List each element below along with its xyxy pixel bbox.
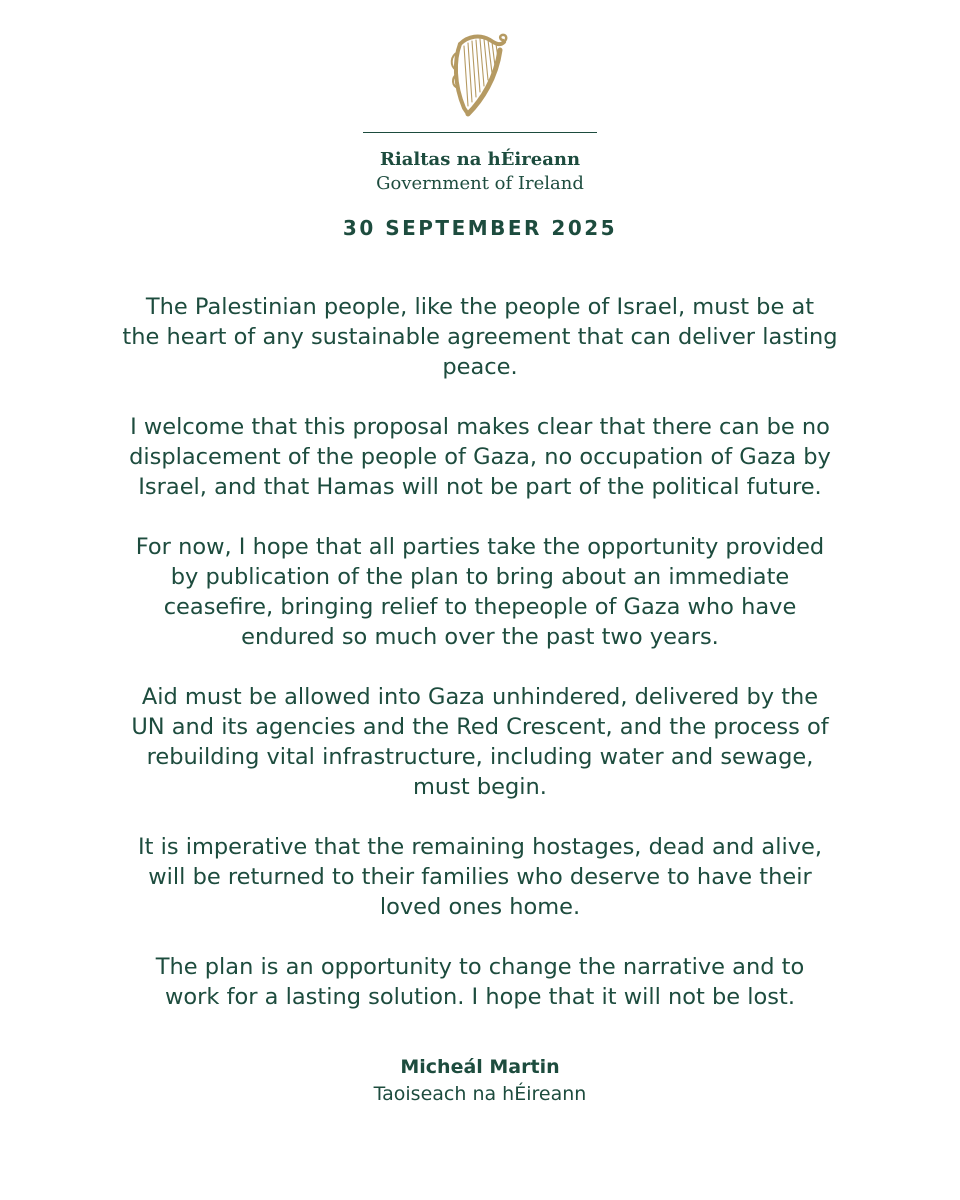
signatory-name: Micheál Martin: [400, 1056, 560, 1078]
harp-icon: [446, 30, 514, 118]
statement-paragraph: I welcome that this proposal makes clear that there can be no displacement of the people of Gaza, no occupation of Gaza by Israel, and that Hamas will not be part of the political future.: [129, 414, 831, 500]
government-name-english: Government of Ireland: [376, 173, 584, 194]
statement-paragraph: The Palestinian people, like the people of Israel, must be at the heart of any sustainable agreement that can deliver lasting peace.: [122, 294, 838, 380]
statement-paragraph: For now, I hope that all parties take the opportunity provided by publication of the plan to bring about an immediate ceasefire, bringing relief to thepeople of Gaza who have endured so much over the past two years.: [135, 534, 825, 650]
statement-body: [110, 292, 850, 1042]
government-name-irish: Rialtas na hÉireann: [379, 149, 581, 170]
statement-paragraph: It is imperative that the remaining hostages, dead and alive, will be returned to their families who deserve to have their loved ones home.: [137, 834, 823, 920]
statement-date: 30 SEPTEMBER 2025: [342, 216, 618, 240]
header-divider: [363, 132, 597, 133]
signatory-title: Taoiseach na hÉireann: [373, 1083, 587, 1105]
statement-paragraph: Aid must be allowed into Gaza unhindered, delivered by the UN and its agencies and the Red Crescent, and the process of rebuilding vital infrastructure, including water and sewage, must begin.: [131, 684, 829, 800]
statement-paragraph: The plan is an opportunity to change the narrative and to work for a lasting solution. I hope that it will not be lost.: [155, 954, 805, 1010]
